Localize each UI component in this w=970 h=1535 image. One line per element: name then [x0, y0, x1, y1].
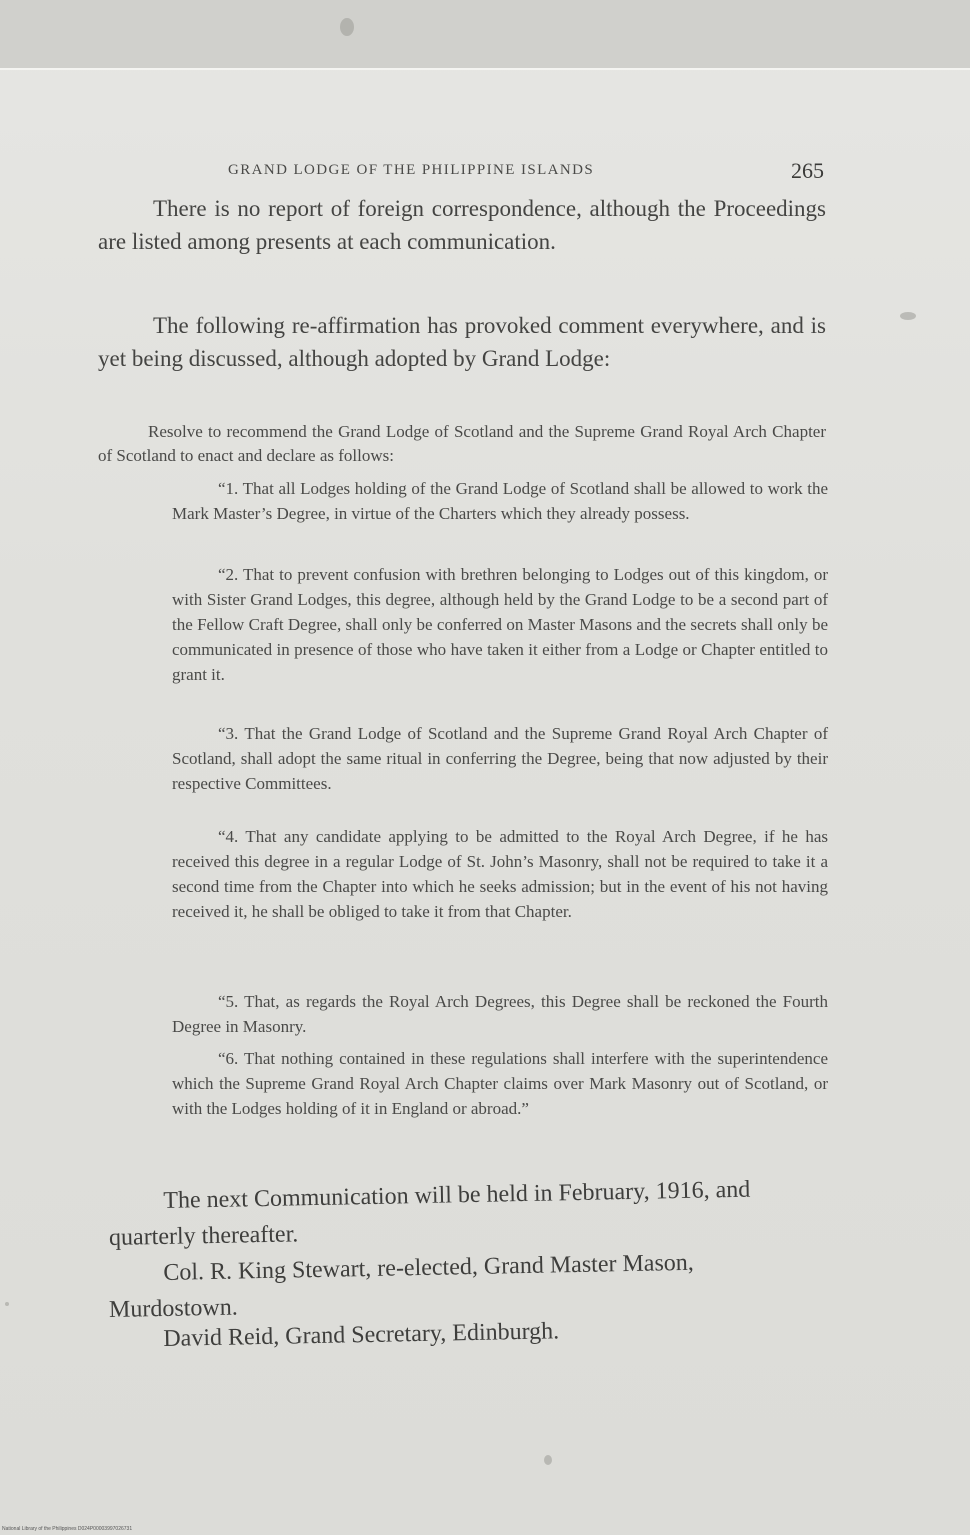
scan-speck	[900, 312, 916, 320]
resolution-item: “3. That the Grand Lodge of Scotland and the Supreme Grand Royal Arch Chapter of Scotland, shall adopt the same ritual in conferring the Degree, being that now adjusted by their respective Committees.	[172, 724, 828, 793]
closing-next-communication: The next Communication will be held in February, 1916, and quarterly thereafter.	[108, 1176, 751, 1251]
scan-speck	[544, 1455, 552, 1465]
resolution-intro: Resolve to recommend the Grand Lodge of Scotland and the Supreme Grand Royal Arch Chapter of Scotland to enact and declare as follows:	[98, 422, 826, 465]
paragraph-foreign-correspondence: There is no report of foreign correspondence, although the Proceedings are listed among presents at each communication.	[98, 196, 826, 254]
page-header	[228, 158, 828, 188]
page-number: 265	[791, 158, 824, 183]
closing-grand-secretary: David Reid, Grand Secretary, Edinburgh.	[163, 1318, 560, 1352]
closing-grand-master: Col. R. King Stewart, re-elected, Grand Master Mason, Murdostown.	[108, 1249, 695, 1323]
scan-top-margin	[0, 0, 970, 70]
resolution-item: “5. That, as regards the Royal Arch Degrees, this Degree shall be reckoned the Fourth Degree in Masonry.	[172, 992, 828, 1036]
resolution-item: “2. That to prevent confusion with brethren belonging to Lodges out of this kingdom, or with Sister Grand Lodges, this degree, although held by the Grand Lodge to be a second part of the Fellow Craft Degree, shall only be conferred on Master Masons and the secrets shall only be communicated in presence of those who have taken it either from a Lodge or Chapter entitled to grant it.	[172, 565, 828, 684]
resolution-item: “1. That all Lodges holding of the Grand Lodge of Scotland shall be allowed to work the Mark Master’s Degree, in virtue of the Charters which they already possess.	[172, 479, 828, 523]
scan-speck	[5, 1302, 9, 1306]
resolution-item: “6. That nothing contained in these regulations shall interfere with the superintendence which the Supreme Grand Royal Arch Chapter claims over Mark Masonry out of Scotland, or with the Lodges holding of it in England or abroad.”	[172, 1049, 828, 1118]
scan-speck	[340, 18, 354, 36]
footer-credit: National Library of the Philippines D024P00003997026731	[2, 1526, 133, 1532]
paragraph-reaffirmation: The following re-affirmation has provoked comment everywhere, and is yet being discussed, although adopted by Grand Lodge:	[98, 313, 826, 371]
running-title: GRAND LODGE OF THE PHILIPPINE ISLANDS	[228, 162, 595, 178]
resolution-item: “4. That any candidate applying to be admitted to the Royal Arch Degree, if he has received this degree in a regular Lodge of St. John’s Masonry, shall not be required to take it a second time from the Chapter into which he seeks admission; but in the event of his not having received it, he shall be obliged to take it from that Chapter.	[172, 827, 828, 921]
